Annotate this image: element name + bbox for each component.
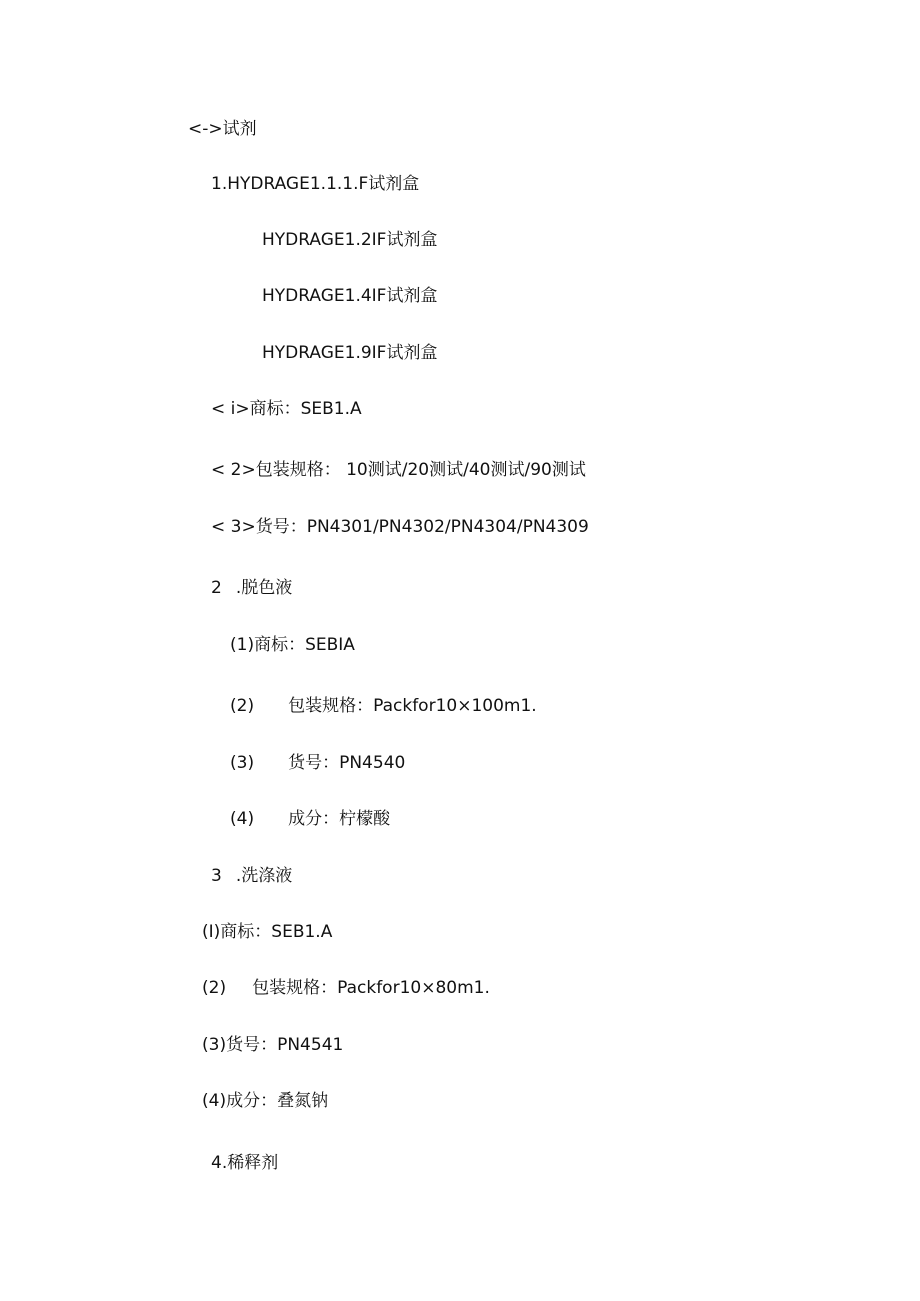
item1-kit-1: HYDRAGE1.2IF试剂盒 xyxy=(262,230,438,250)
item2-number: 2 xyxy=(211,578,222,598)
item2-trademark xyxy=(230,634,355,656)
item2-detail-number: (1) xyxy=(230,635,255,655)
section-heading: <->试剂 xyxy=(188,119,257,139)
item3-heading xyxy=(211,865,292,887)
item1-package-spec: < 2>包装规格： 10测试/20测试/40测试/90测试 xyxy=(211,460,586,480)
item2-package-spec xyxy=(230,695,537,717)
item3-detail-text: 成分：叠氮钠 xyxy=(226,1091,329,1111)
item3-detail-number: (3) xyxy=(202,1035,227,1055)
item1-trademark: < i>商标：SEB1.A xyxy=(211,399,362,419)
item3-catalog-number xyxy=(202,1034,343,1056)
item3-package-spec xyxy=(202,977,490,999)
item2-ingredient xyxy=(230,808,390,830)
item1-catalog-number: < 3>货号：PN4301∕PN4302∕PN4304/PN4309 xyxy=(211,517,589,537)
item4-title: 4.稀释剂 xyxy=(211,1153,279,1173)
item3-number: 3 xyxy=(211,866,222,886)
item2-detail-text: 成分：柠檬酸 xyxy=(288,809,391,829)
item3-detail-text: 商标：SEB1.A xyxy=(220,922,333,942)
item2-detail-text: 货号：PN4540 xyxy=(288,753,406,773)
item3-detail-number: (I) xyxy=(202,922,221,942)
item2-detail-number: (2) xyxy=(230,696,255,716)
item3-detail-text: 货号：PN4541 xyxy=(226,1035,344,1055)
item2-detail-number: (3) xyxy=(230,753,255,773)
item2-detail-number: (4) xyxy=(230,809,255,829)
item1-kit-3: HYDRAGE1.9IF试剂盒 xyxy=(262,343,438,363)
item2-detail-text: 包装规格：Packfor10×100m1. xyxy=(288,696,537,716)
item3-ingredient xyxy=(202,1090,328,1112)
item3-detail-number: (2) xyxy=(202,978,227,998)
item3-detail-text: 包装规格：Packfor10×80m1. xyxy=(252,978,490,998)
item3-title: .洗涤液 xyxy=(235,866,293,886)
item1-kit-2: HYDRAGE1.4IF试剂盒 xyxy=(262,286,438,306)
item3-trademark xyxy=(202,921,332,943)
item1-title: 1.HYDRAGE1.1.1.F试剂盒 xyxy=(211,174,420,194)
item2-heading xyxy=(211,577,292,599)
item2-catalog-number xyxy=(230,752,405,774)
item2-title: .脱色液 xyxy=(235,578,293,598)
item3-detail-number: (4) xyxy=(202,1091,227,1111)
item2-detail-text: 商标：SEBIA xyxy=(254,635,355,655)
